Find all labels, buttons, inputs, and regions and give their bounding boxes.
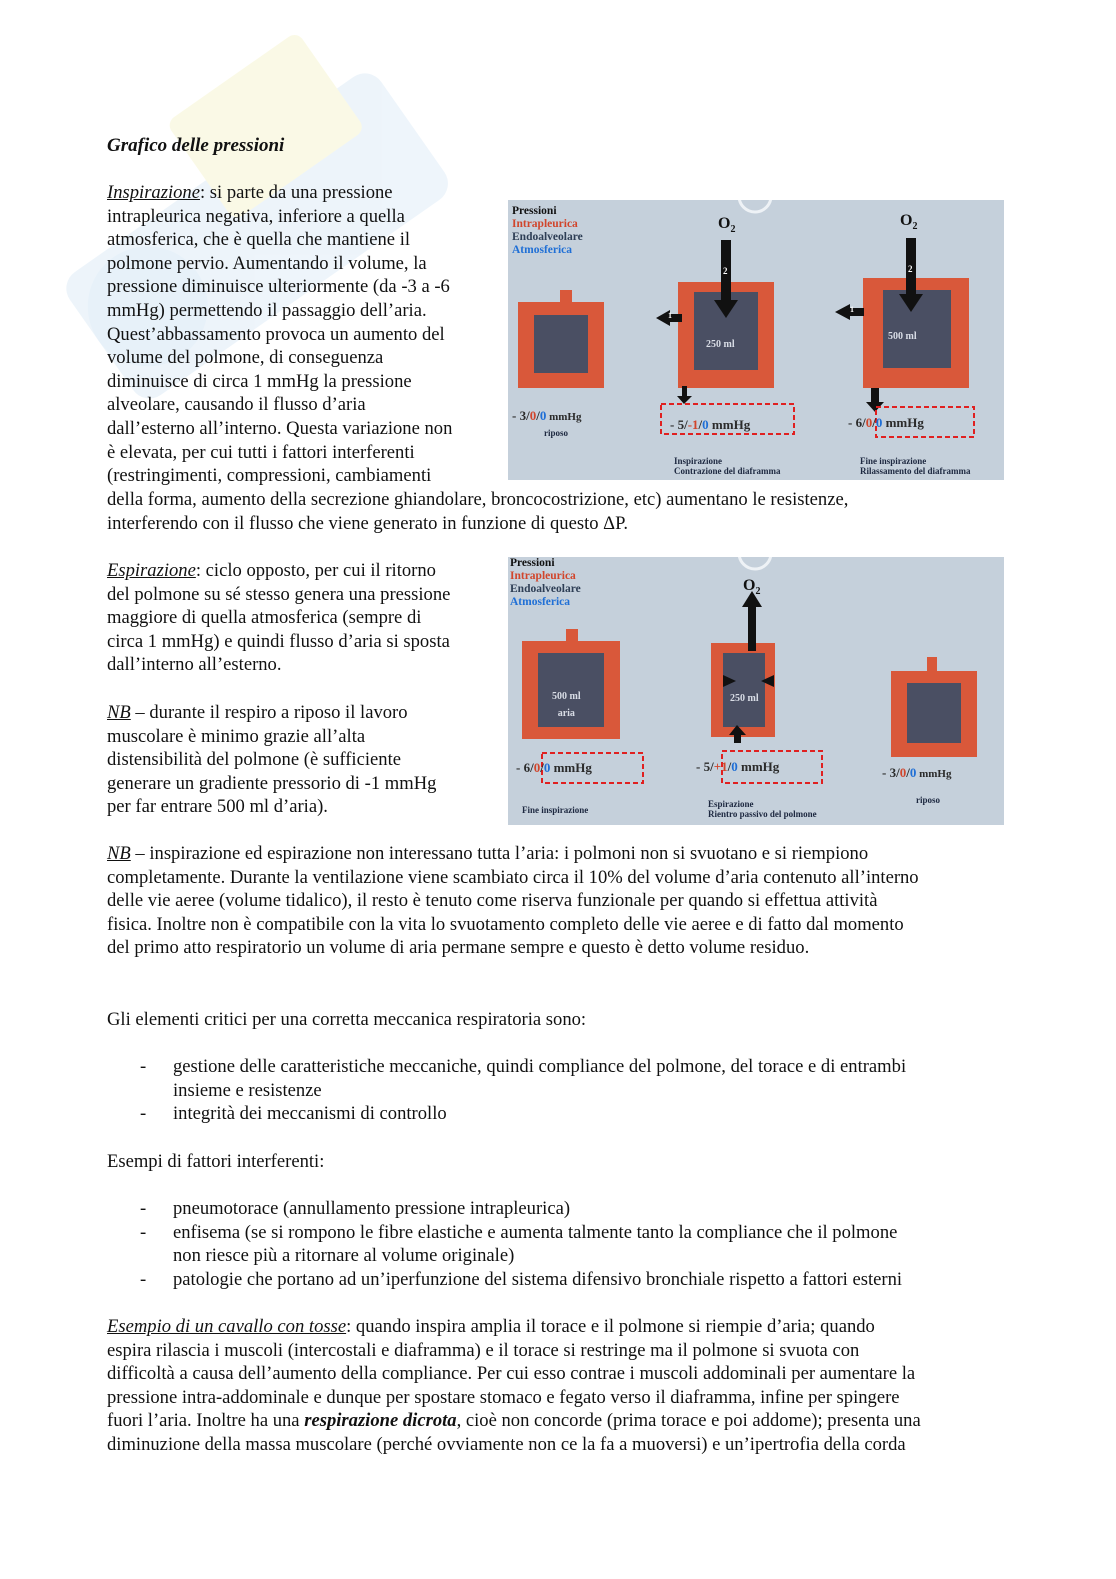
pressure-rest: [512, 408, 581, 424]
text-span: O: [743, 577, 756, 594]
text-span: aria: [557, 708, 575, 719]
critical-intro: Gli elementi critici per una corretta meccanica respiratoria sono:: [107, 1009, 587, 1030]
text-line: fisica. Inoltre non è compatibile con la vita lo svuotamento completo delle vie aeree e di fatto dal momento: [107, 913, 904, 935]
examples-intro: Esempi di fattori interferenti:: [107, 1151, 325, 1172]
nb-paragraph-1: [107, 701, 507, 819]
text-line: della forma, aumento della secrezione ghiandolare, broncocostrizione, etc) aumentano le resistenze,: [107, 489, 849, 510]
text-span: mmHg: [708, 417, 751, 432]
inspirazione-paragraph-cont: [107, 488, 1007, 535]
text-span: - 3/: [882, 765, 900, 780]
figure-inspiration-pressures: [508, 200, 1004, 480]
text-line: del polmone su sé stesso genera una pressione: [107, 583, 451, 605]
text-span: : ciclo opposto, per cui il ritorno: [195, 560, 436, 581]
text-span: 0: [875, 415, 883, 430]
text-span: – durante il respiro a riposo il lavoro: [130, 702, 408, 723]
text-span: mmHg: [916, 768, 952, 780]
text-span: - 3/: [512, 408, 530, 423]
list-item: [107, 1055, 1007, 1102]
arrow-number: 1: [850, 305, 854, 314]
inspirazione-label: Inspirazione: [107, 182, 200, 203]
text-line: [107, 1409, 1007, 1433]
legend: [510, 557, 581, 609]
text-span: Fine inspirazione: [860, 456, 927, 466]
caption-end-inspiration: [860, 456, 971, 476]
list-item: [107, 1221, 1007, 1268]
espirazione-label: Espirazione: [107, 560, 196, 581]
volume-250: 250 ml: [730, 693, 759, 704]
caption-inspiration: [674, 456, 780, 476]
dicrota-term: respirazione dicrota: [304, 1410, 457, 1432]
pressure-inspiration: [670, 417, 750, 433]
text-span: mmHg: [737, 759, 780, 774]
text-span: /: [536, 408, 540, 423]
text-span: 500 ml: [552, 691, 581, 702]
text-span: Endoalveolare: [510, 583, 581, 595]
text-line: mmHg) permettendo il passaggio dell’aria.: [107, 299, 427, 321]
text-line: atmosferica, che è quella che mantiene il: [107, 229, 411, 251]
arrow-number: 1: [668, 311, 672, 320]
o2-label: [743, 577, 760, 597]
legend: [512, 205, 583, 257]
text-span: 2: [730, 224, 736, 236]
text-span: mmHg: [546, 411, 582, 423]
examples-list: [107, 1197, 1007, 1291]
text-line: delle vie aeree (volume tidalico), il resto è tenuto come riserva funzionale per quando si effettua attività: [107, 890, 878, 912]
text-span: Endoalveolare: [512, 231, 583, 243]
horse-label: Esempio di un cavallo con tosse: [107, 1316, 347, 1337]
pressure-end-inspiration: [848, 415, 924, 431]
volume-250: 250 ml: [706, 339, 735, 350]
list-item: - pneumotorace (annullamento pressione intrapleurica): [107, 1197, 1007, 1221]
text-span: 0: [533, 760, 541, 775]
text-span: /: [727, 759, 732, 774]
pressure-rest: [882, 765, 951, 781]
caption-end-inspiration: Fine inspirazione: [522, 805, 589, 815]
arrow-number: 2: [723, 266, 728, 276]
text-line: [107, 842, 1007, 866]
text-line: dall’esterno all’interno. Questa variazione non: [107, 417, 453, 439]
text-span: : quando inspira amplia il torace e il polmone si riempie d’aria; quando: [346, 1316, 875, 1337]
o2-label-1: [718, 215, 735, 235]
horse-paragraph: [107, 1315, 1007, 1457]
text-line: generare un gradiente pressorio di -1 mmHg: [107, 772, 437, 794]
list-item: - integrità dei meccanismi di controllo: [107, 1102, 1007, 1126]
text-line: intrapleurica negativa, inferiore a quella: [107, 205, 405, 227]
figure-expiration-pressures: [508, 557, 1004, 825]
text-span: Pressioni: [510, 557, 555, 569]
text-span: – inspirazione ed espirazione non interessano tutta l’aria: i polmoni non si svuotano e si riempiono: [130, 843, 869, 864]
text-span: O: [900, 212, 913, 229]
text-span: 0: [731, 759, 738, 774]
text-span: [304, 1410, 456, 1431]
text-span: Contrazione del diaframma: [674, 466, 781, 476]
text-line: difficoltà a causa dell’aumento della compliance. Per cui esso contrae i muscoli addominali per aumentare la: [107, 1363, 916, 1385]
volume-500-aria: [552, 691, 581, 719]
text-span: 2: [755, 586, 761, 598]
caption-rest: riposo: [916, 795, 941, 805]
text-span: /: [906, 765, 910, 780]
text-span: insieme e resistenze: [173, 1079, 322, 1101]
espirazione-paragraph: [107, 559, 507, 677]
text-span: , cioè non concorde (prima torace e poi addome); presenta una: [456, 1410, 921, 1432]
nb-label-2: NB: [107, 843, 131, 864]
text-span: mmHg: [882, 415, 924, 430]
text-span: Intrapleurica: [510, 570, 576, 582]
text-span: -1: [687, 417, 699, 432]
text-line: [107, 181, 507, 205]
text-span: : si parte da una pressione: [199, 182, 393, 203]
text-span: - 5/: [670, 417, 688, 432]
text-span: - 5/: [696, 759, 714, 774]
text-line: Quest’abbassamento provoca un aumento del: [107, 323, 445, 345]
pressure-expiration: [696, 759, 779, 775]
text-line: completamente. Durante la ventilazione viene scambiato circa il 10% del volume d’aria contenuto all’interno: [107, 866, 919, 888]
text-span: - 6/: [848, 415, 866, 430]
text-line: volume del polmone, di conseguenza: [107, 347, 384, 369]
text-line: interferendo con il flusso che viene generato in funzione di questo ΔP.: [107, 512, 629, 534]
arrow-number: 2: [908, 264, 913, 274]
text-line: espira rilascia i muscoli (intercostali e diaframma) e il torace si restringe ma il polmone si svuota con: [107, 1339, 860, 1361]
text-line: pressione diminuisce ulteriormente (da -3 a -6: [107, 276, 450, 298]
text-line: distensibilità del polmone (è sufficiente: [107, 749, 401, 771]
text-span: Atmosferica: [512, 244, 573, 256]
text-span: 0: [865, 415, 873, 430]
text-line: circa 1 mmHg) e quindi flusso d’aria si sposta: [107, 630, 450, 652]
text-span: fuori l’aria. Inoltre ha una: [107, 1410, 305, 1432]
text-line: del primo atto respiratorio un volume di aria permane sempre e questo è detto volume residuo.: [107, 937, 810, 959]
text-span: 0: [529, 408, 537, 423]
o2-label-2: [900, 212, 917, 232]
text-line: per far entrare 500 ml d’aria).: [107, 796, 328, 818]
inspirazione-paragraph: [107, 181, 507, 488]
text-span: - 6/: [516, 760, 534, 775]
text-span: 0: [909, 765, 917, 780]
text-span: Intrapleurica: [512, 218, 578, 230]
text-line: [107, 1315, 1007, 1339]
caption-expiration: [708, 799, 817, 819]
text-line: [107, 559, 507, 583]
volume-500: 500 ml: [888, 331, 917, 342]
text-span: enfisema (se si rompono le fibre elastiche e aumenta talmente tanto la compliance che il polmone: [173, 1221, 898, 1243]
text-line: alveolare, causando il flusso d’aria: [107, 394, 366, 416]
nb-label: NB: [107, 702, 131, 723]
text-span: non riesce più a ritornare al volume originale): [173, 1245, 515, 1267]
text-span: Rilassamento del diaframma: [860, 466, 971, 476]
figure-2-drawing: [508, 557, 1004, 825]
text-span: /: [872, 415, 876, 430]
text-line: dall’interno all’esterno.: [107, 654, 282, 676]
text-span: 0: [543, 760, 551, 775]
text-line: polmone pervio. Aumentando il volume, la: [107, 252, 427, 274]
text-line: diminuisce di circa 1 mmHg la pressione: [107, 370, 412, 392]
text-span: Rientro passivo del polmone: [708, 809, 817, 819]
text-line: diminuzione della massa muscolare (perché ovviamente non ce la fa a muoversi) e un’ipertrofia della corda: [107, 1433, 906, 1455]
pressure-end-inspiration: [516, 760, 592, 776]
text-span: /: [698, 417, 703, 432]
text-span: gestione delle caratteristiche meccaniche, quindi compliance del polmone, del torace e di entrambi: [173, 1056, 907, 1077]
list-item: - patologie che portano ad un’iperfunzione del sistema difensivo bronchiale rispetto a fattori esterni: [107, 1268, 1007, 1292]
text-span: /: [540, 760, 544, 775]
nb-paragraph-2: [107, 842, 1007, 960]
text-span: +1: [713, 759, 728, 774]
text-line: è elevata, per cui tutti i fattori interferenti: [107, 441, 415, 463]
text-span: mmHg: [550, 760, 592, 775]
text-span: O: [718, 215, 731, 232]
text-line: maggiore di quella atmosferica (sempre di: [107, 607, 422, 629]
text-line: pressione intra-addominale e dunque per spostare stomaco e fegato verso il diaframma, infine per spingere: [107, 1386, 900, 1408]
text-line: [107, 701, 507, 725]
text-span: 0: [539, 408, 547, 423]
text-span: 0: [702, 417, 709, 432]
text-span: 0: [899, 765, 907, 780]
text-span: Espirazione: [708, 799, 754, 809]
text-line: (restringimenti, compressioni, cambiamenti: [107, 465, 432, 487]
section-title: Grafico delle pressioni: [107, 135, 285, 156]
text-span: Atmosferica: [510, 596, 571, 608]
text-span: Inspirazione: [674, 456, 723, 466]
text-line: muscolare è minimo grazie all’alta: [107, 725, 366, 747]
text-span: 2: [912, 221, 918, 233]
rest-caption: riposo: [544, 428, 569, 438]
text-span: Pressioni: [512, 205, 557, 217]
critical-list: [107, 1055, 1007, 1126]
